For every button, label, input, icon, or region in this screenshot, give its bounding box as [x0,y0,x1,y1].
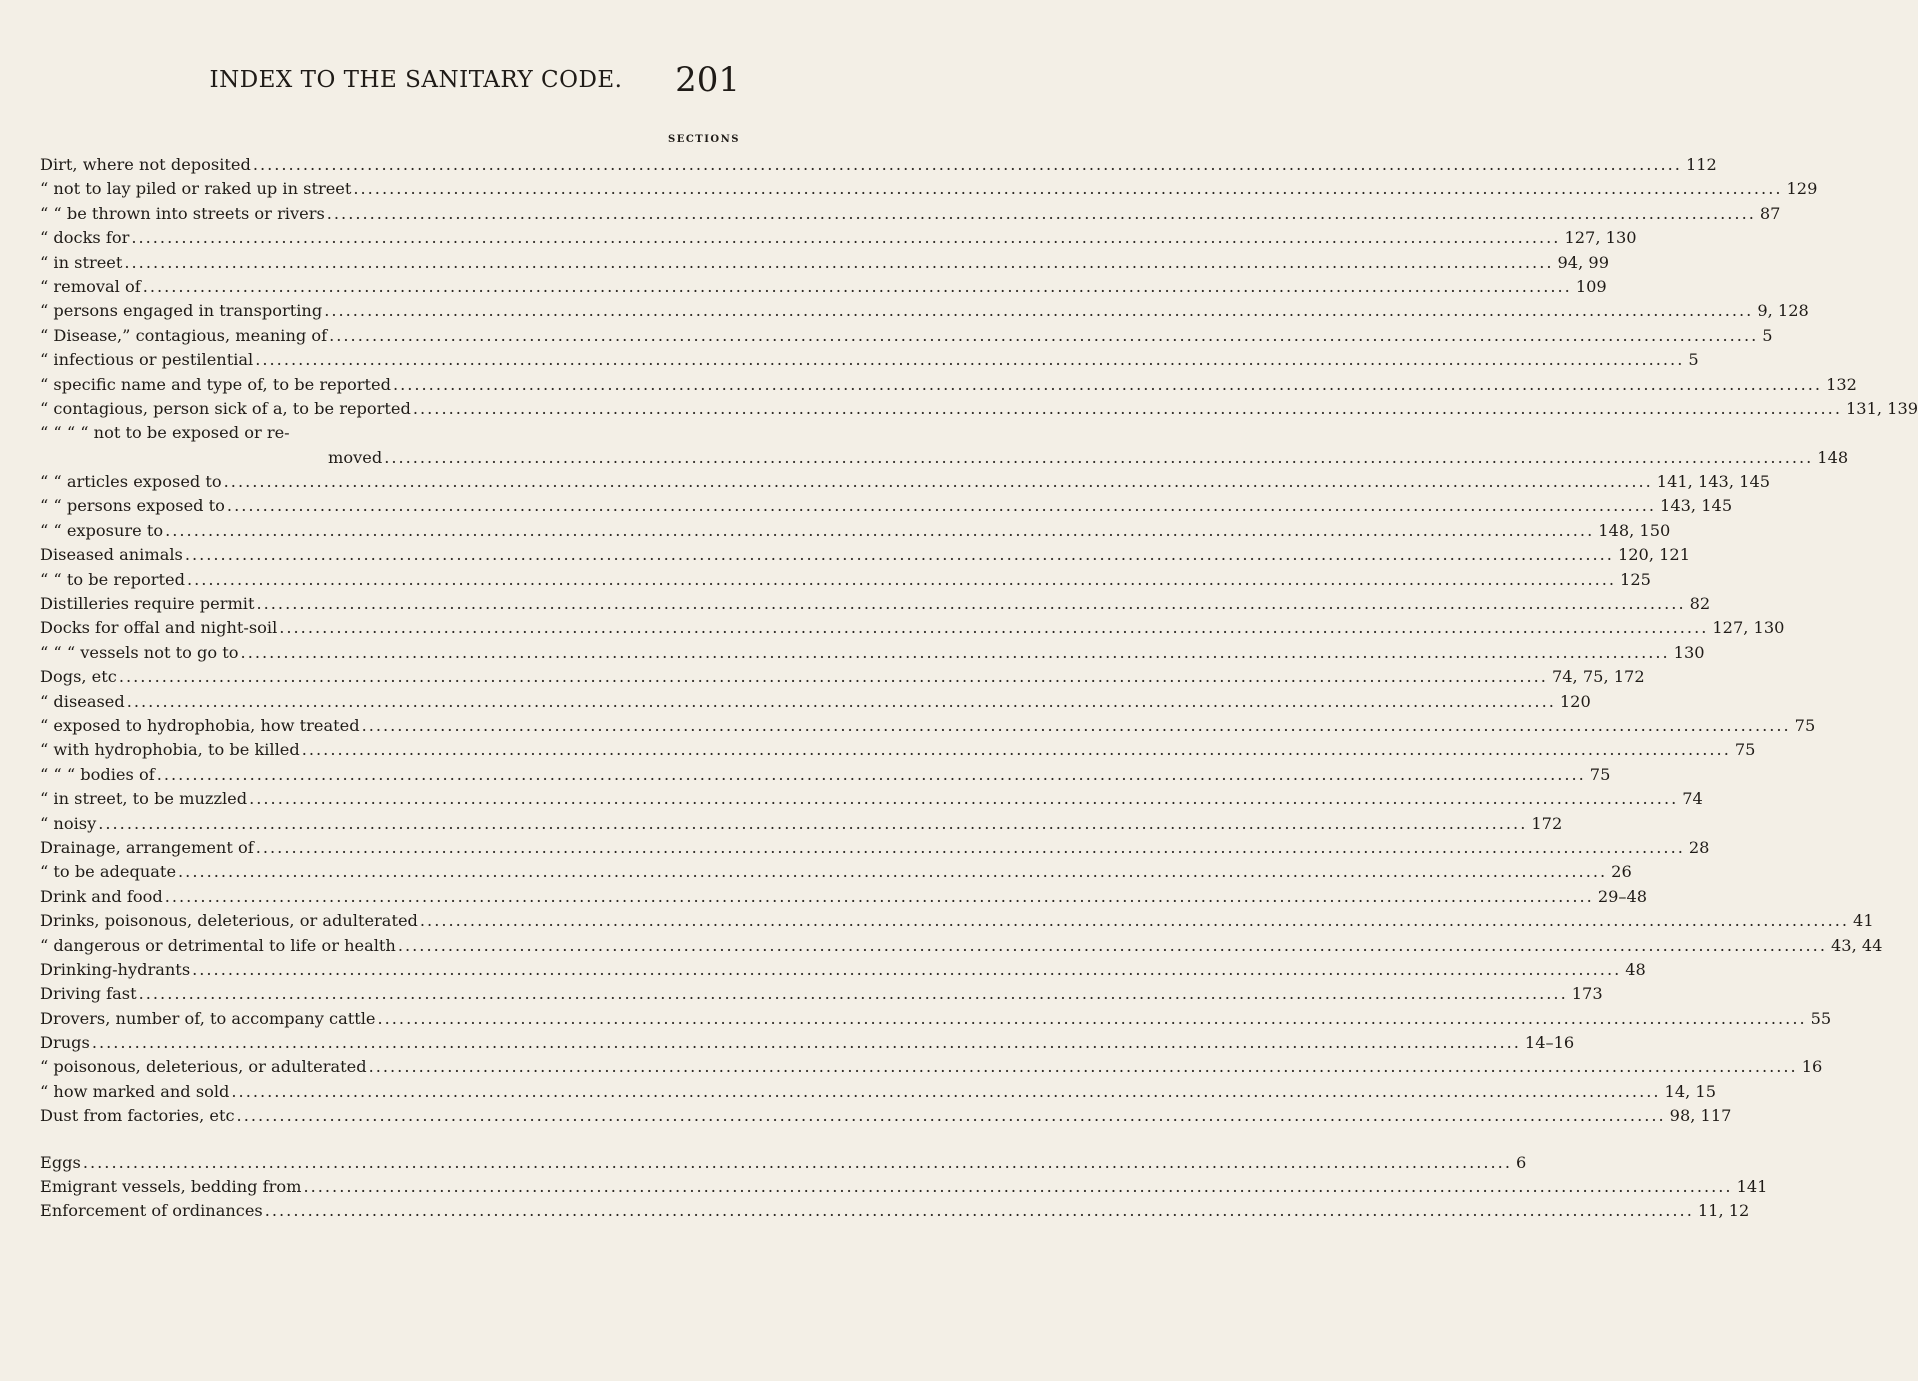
dot-leader: ........................................................................................................................................................................................................ [186,569,1617,589]
dot-leader: ........................................................................................................................................................................................................ [353,179,1783,199]
index-entry [0,177,1818,201]
index-entry [0,275,1607,299]
index-entry [0,1104,1732,1128]
entry-text: Drink and food [40,885,165,909]
dot-leader: ........................................................................................................................................................................................................ [165,520,1595,540]
index-entry [0,982,1603,1006]
dot-leader: ........................................................................................................................................................................................................ [256,594,1686,614]
dot-leader: ........................................................................................................................................................................................................ [361,715,1791,735]
dot-leader: ........................................................................................................................................................................................................ [397,935,1827,955]
entry-text: “ removal of [40,275,143,299]
section-reference: 48 [1621,958,1646,982]
dot-leader: ........................................................................................................................................................................................................ [142,276,1572,296]
dot-leader: ........................................................................................................................................................................................................ [118,667,1548,687]
section-reference: 109 [1572,275,1607,299]
entry-text: Driving fast [40,982,139,1006]
entry-text: “ “ to be reported [40,568,187,592]
dot-leader: ........................................................................................................................................................................................................ [164,886,1594,906]
section-reference: 29–48 [1594,885,1647,909]
entry-text: “ persons engaged in transporting [40,299,324,323]
section-reference: 131, 139 [1842,397,1918,421]
index-entry [0,1199,1750,1223]
entry-text: Drinking-hydrants [40,958,192,982]
entry-text: “ diseased [40,690,127,714]
section-reference: 75 [1586,763,1611,787]
entry-text: “ infectious or pestilential [40,348,255,372]
dot-leader: ........................................................................................................................................................................................................ [231,1081,1661,1101]
section-reference: 74 [1678,787,1703,811]
dot-leader: ........................................................................................................................................................................................................ [255,837,1685,857]
index-entry [0,738,1756,762]
section-reference: 98, 117 [1666,1104,1732,1128]
index-entry [0,616,1785,640]
dot-leader: ........................................................................................................................................................................................................ [412,398,1842,418]
index-entry [0,641,1705,665]
index-entry [0,348,1699,372]
section-reference: 120, 121 [1614,543,1690,567]
entry-text: “ with hydrophobia, to be killed [40,738,302,762]
index-entry [0,714,1816,738]
sections-column-label: SECTIONS [668,134,740,145]
section-reference: 5 [1758,324,1772,348]
entry-text: “ how marked and sold [40,1080,231,1104]
index-entry [0,421,801,445]
section-reference: 141 [1733,1175,1768,1199]
entry-text: Enforcement of ordinances [40,1199,265,1223]
entry-text: moved [328,446,384,470]
entry-text: “ “ be thrown into streets or rivers [40,202,327,226]
dot-leader: ........................................................................................................................................................................................................ [368,1057,1798,1077]
entry-text: “ exposed to hydrophobia, how treated [40,714,362,738]
index-entry [0,202,1781,226]
entry-text: “ “ “ “ not to be exposed or re- [40,421,292,445]
entry-text: “ to be adequate [40,860,178,884]
section-reference: 41 [1849,909,1874,933]
section-reference: 75 [1731,738,1756,762]
entry-text: Distilleries require permit [40,592,256,616]
index-entry [0,787,1703,811]
entry-text: “ “ exposure to [40,519,165,543]
entry-text: “ Disease,” contagious, meaning of [40,324,329,348]
index-entry [0,153,1717,177]
dot-leader: ........................................................................................................................................................................................................ [236,1106,1666,1126]
section-reference: 172 [1527,812,1562,836]
running-header [0,60,801,100]
dot-leader: ........................................................................................................................................................................................................ [82,1152,1512,1172]
section-reference: 125 [1616,568,1651,592]
index-entry [0,1055,1823,1079]
section-reference: 127, 130 [1560,226,1636,250]
section-reference: 14–16 [1521,1031,1574,1055]
index-entry [0,324,1773,348]
section-reference: 82 [1686,592,1711,616]
index-entry [0,1031,1575,1055]
section-reference: 148, 150 [1594,519,1670,543]
entry-text: Drainage, arrangement of [40,836,256,860]
section-reference: 16 [1798,1055,1823,1079]
index-entry [0,763,1611,787]
dot-leader: ........................................................................................................................................................................................................ [279,618,1709,638]
dot-leader: ........................................................................................................................................................................................................ [329,325,1759,345]
section-reference: 112 [1682,153,1717,177]
entry-text: “ dangerous or detrimental to life or health [40,934,398,958]
index-entry [0,836,1710,860]
index-entry [0,812,1563,836]
entry-text: “ not to lay piled or raked up in street [40,177,353,201]
index-entry [0,1007,1832,1031]
index-entry [0,934,1883,958]
index-entry [0,446,1849,470]
dot-leader: ........................................................................................................................................................................................................ [255,350,1685,370]
entry-text: Drinks, poisonous, deleterious, or adulterated [40,909,420,933]
section-reference: 127, 130 [1708,616,1784,640]
section-reference: 132 [1822,373,1857,397]
index-entry [0,690,1591,714]
dot-leader: ........................................................................................................................................................................................................ [192,959,1622,979]
dot-leader: ........................................................................................................................................................................................................ [249,789,1679,809]
section-reference: 141, 143, 145 [1653,470,1770,494]
entry-text: Dirt, where not deposited [40,153,253,177]
index-entry [0,592,1711,616]
section-reference: 43, 44 [1827,934,1883,958]
index-entry [0,397,1918,421]
dot-leader: ........................................................................................................................................................................................................ [252,155,1682,174]
section-reference: 14, 15 [1661,1080,1717,1104]
page-title: INDEX TO THE SANITARY CODE. [209,67,623,93]
dot-leader: ........................................................................................................................................................................................................ [178,862,1608,882]
index-entry [0,885,1648,909]
section-reference: 120 [1556,690,1591,714]
entry-text: “ “ “ bodies of [40,763,157,787]
dot-leader: ........................................................................................................................................................................................................ [303,1177,1733,1197]
index-entry [0,860,1632,884]
dot-leader: ........................................................................................................................................................................................................ [392,374,1823,394]
index-entry [0,251,1609,275]
section-reference: 94, 99 [1554,251,1610,275]
dot-leader: ........................................................................................................................................................................................................ [98,813,1528,833]
entry-text: Eggs [40,1151,83,1175]
section-reference: 129 [1782,177,1817,201]
dot-leader: ........................................................................................................................................................................................................ [226,496,1657,516]
entry-text: “ docks for [40,226,131,250]
index-entry [0,1080,1717,1104]
index-entry [0,470,1771,494]
index-entry [0,519,1671,543]
section-reference: 26 [1607,860,1632,884]
section-gap [0,1129,801,1151]
index-entry [0,494,1733,518]
page-number: 201 [675,60,740,100]
index-entry [0,568,1651,592]
entry-text: Drovers, number of, to accompany cattle [40,1007,378,1031]
dot-leader: ........................................................................................................................................................................................................ [91,1033,1521,1053]
index-entry [0,543,1691,567]
section-reference: 87 [1756,202,1781,226]
section-reference: 11, 12 [1694,1199,1750,1223]
index-list [0,153,1918,1224]
dot-leader: ........................................................................................................................................................................................................ [264,1201,1694,1221]
section-reference: 173 [1568,982,1603,1006]
entry-text: Dogs, etc [40,665,119,689]
section-reference: 6 [1512,1151,1526,1175]
section-reference: 55 [1807,1007,1832,1031]
entry-text: “ in street, to be muzzled [40,787,249,811]
entry-text: “ “ “ vessels not to go to [40,641,241,665]
index-entry [0,226,1637,250]
index-entry [0,299,1809,323]
section-reference: 75 [1791,714,1816,738]
entry-text: Emigrant vessels, bedding from [40,1175,303,1199]
dot-leader: ........................................................................................................................................................................................................ [324,301,1754,321]
entry-text: “ contagious, person sick of a, to be reported [40,397,413,421]
section-reference: 143, 145 [1656,494,1732,518]
dot-leader: ........................................................................................................................................................................................................ [126,691,1556,711]
entry-text: “ in street [40,251,124,275]
entry-text: “ poisonous, deleterious, or adulterated [40,1055,369,1079]
dot-leader: ........................................................................................................................................................................................................ [419,911,1850,931]
entry-text: Drugs [40,1031,92,1055]
entry-text: “ specific name and type of, to be reported [40,373,393,397]
entry-text: Dust from factories, etc [40,1104,237,1128]
entry-text: Docks for offal and night-soil [40,616,279,640]
dot-leader: ........................................................................................................................................................................................................ [138,984,1568,1004]
entry-text: “ “ persons exposed to [40,494,227,518]
index-entry [0,373,1857,397]
dot-leader: ........................................................................................................................................................................................................ [223,472,1653,492]
index-entry [0,909,1874,933]
dot-leader: ........................................................................................................................................................................................................ [156,764,1586,784]
dot-leader: ........................................................................................................................................................................................................ [326,203,1756,223]
entry-text: “ “ articles exposed to [40,470,224,494]
dot-leader: ........................................................................................................................................................................................................ [131,228,1561,248]
dot-leader: ........................................................................................................................................................................................................ [377,1008,1807,1028]
index-entry [0,1175,1768,1199]
entry-text: “ noisy [40,812,98,836]
section-reference: 5 [1684,348,1698,372]
section-reference: 130 [1670,641,1705,665]
section-reference: 28 [1685,836,1710,860]
entry-text: Diseased animals [40,543,185,567]
dot-leader: ........................................................................................................................................................................................................ [124,252,1554,272]
dot-leader: ........................................................................................................................................................................................................ [240,642,1670,662]
section-reference: 74, 75, 172 [1548,665,1645,689]
section-reference: 148 [1813,446,1848,470]
section-reference: 9, 128 [1753,299,1809,323]
index-entry [0,1151,1527,1175]
index-entry [0,665,1645,689]
dot-leader: ........................................................................................................................................................................................................ [301,740,1731,760]
index-entry [0,958,1646,982]
dot-leader: ........................................................................................................................................................................................................ [184,545,1614,565]
dot-leader: ........................................................................................................................................................................................................ [384,447,1814,467]
